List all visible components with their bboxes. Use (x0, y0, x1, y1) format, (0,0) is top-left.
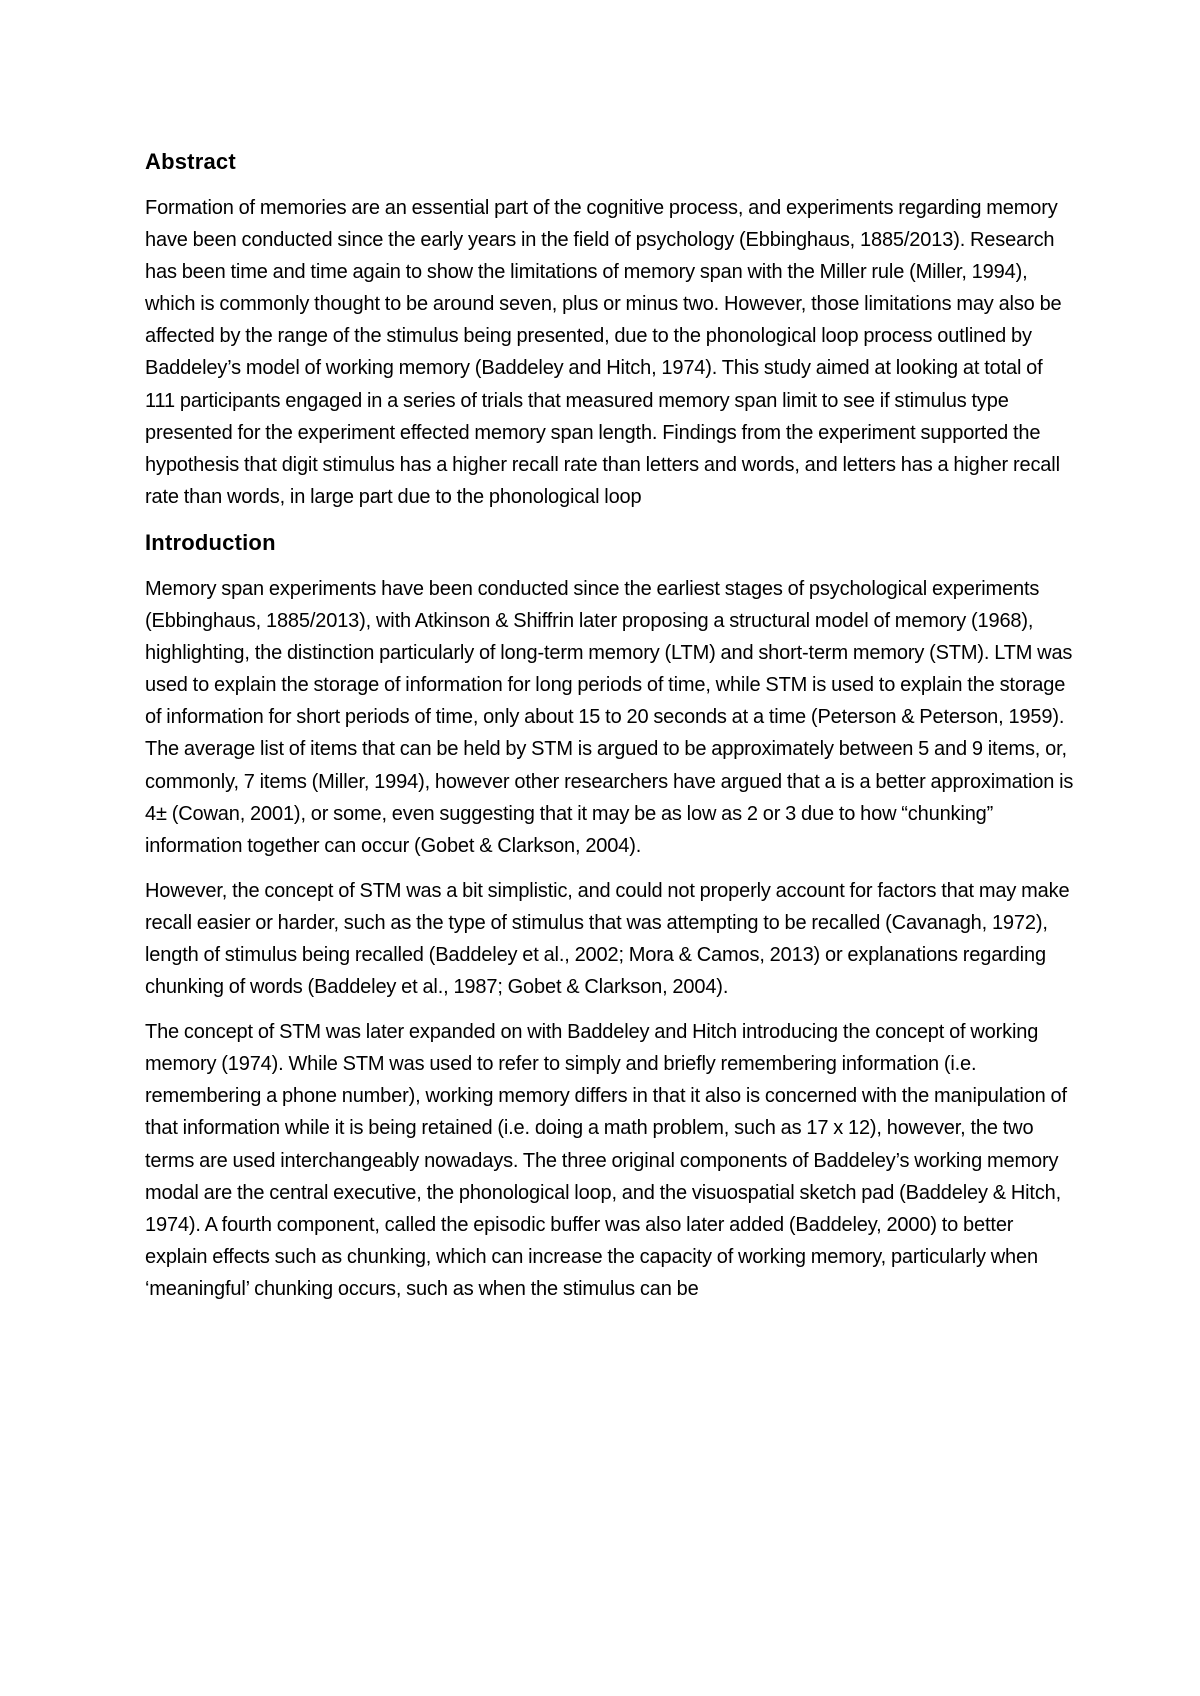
document-page (145, 146, 1075, 1305)
abstract-paragraph: Formation of memories are an essential part of the cognitive process, and experiments regarding memory have been conducted since the early years in the field of psychology (Ebbinghaus, 1885/2013). Research has been time and time again to show the limitations of memory span with the Miller rule (Miller, 1994), which is commonly thought to be around seven, plus or minus two. However, those limitations may also be affected by the range of the stimulus being presented, due to the phonological loop process outlined by Baddeley’s model of working memory (Baddeley and Hitch, 1974). This study aimed at looking at total of 111 participants engaged in a series of trials that measured memory span limit to see if stimulus type presented for the experiment effected memory span length. Findings from the experiment supported the hypothesis that digit stimulus has a higher recall rate than letters and words, and letters has a higher recall rate than words, in large part due to the phonological loop (145, 197, 1062, 508)
introduction-paragraph-2: However, the concept of STM was a bit simplistic, and could not properly account for factors that may make recall easier or harder, such as the type of stimulus that was attempting to be recalled (Cavanagh, 1972), length of stimulus being recalled (Baddeley et al., 2002; Mora & Camos, 2013) or explanations regarding chunking of words (Baddeley et al., 1987; Gobet & Clarkson, 2004). (145, 879, 1070, 999)
introduction-heading: Introduction (145, 529, 276, 555)
introduction-paragraph-1: Memory span experiments have been conducted since the earliest stages of psychological experiments (Ebbinghaus, 1885/2013), with Atkinson & Shiffrin later proposing a structural model of memory (1968), highlighting, the distinction particularly of long-term memory (LTM) and short-term memory (STM). LTM was used to explain the storage of information for long periods of time, while STM is used to explain the storage of information for short periods of time, only about 15 to 20 seconds at a time (Peterson & Peterson, 1959). The average list of items that can be held by STM is argued to be approximately between 5 and 9 items, or, commonly, 7 items (Miller, 1994), however other researchers have argued that a is a better approximation is 4± (Cowan, 2001), or some, even suggesting that it may be as low as 2 or 3 due to how “chunking” information together can occur (Gobet & Clarkson, 2004). (145, 577, 1074, 857)
introduction-paragraph-3: The concept of STM was later expanded on with Baddeley and Hitch introducing the concept of working memory (1974). While STM was used to refer to simply and briefly remembering information (i.e. remembering a phone number), working memory differs in that it also is concerned with the manipulation of that information while it is being retained (i.e. doing a math problem, such as 17 x 12), however, the two terms are used interchangeably nowadays. The three original components of Baddeley’s working memory modal are the central executive, the phonological loop, and the visuospatial sketch pad (Baddeley & Hitch, 1974). A fourth component, called the episodic buffer was also later added (Baddeley, 2000) to better explain effects such as chunking, which can increase the capacity of working memory, particularly when ‘meaningful’ chunking occurs, such as when the stimulus can be (145, 1021, 1067, 1300)
abstract-heading: Abstract (145, 149, 236, 174)
